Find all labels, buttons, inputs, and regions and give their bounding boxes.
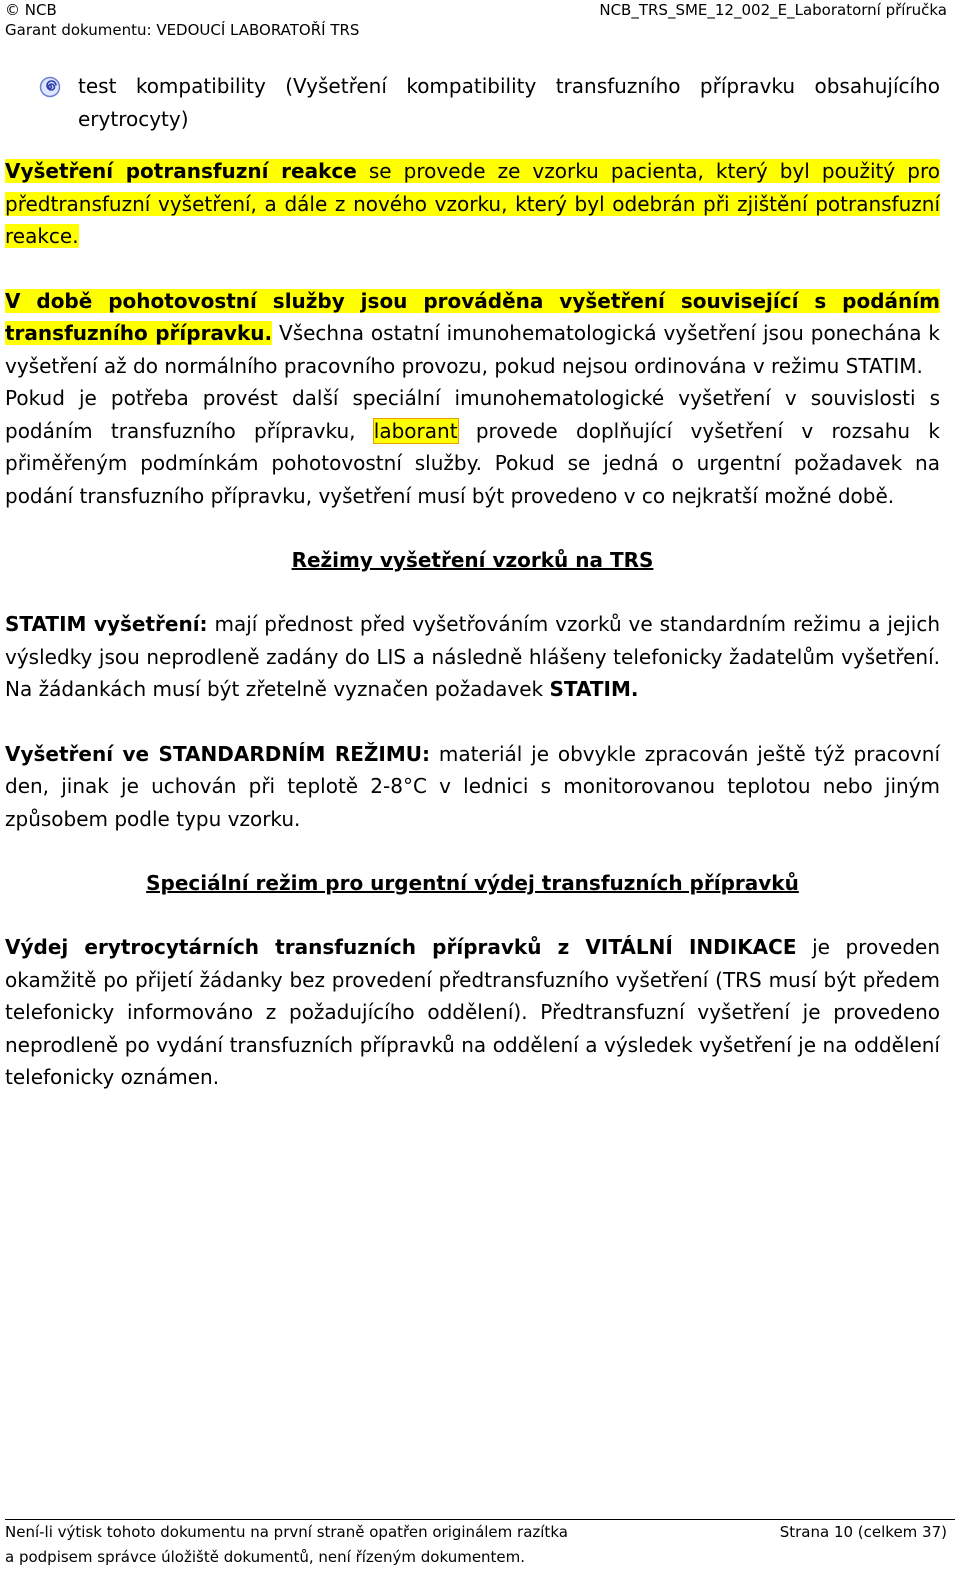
paragraph-bold-lead: Vyšetření ve STANDARDNÍM REŽIMU: [5,741,431,766]
paragraph-bold-lead: STATIM vyšetření: [5,612,208,636]
paragraph-potransfusion-reaction [5,155,940,253]
copyright-text: © NCB [5,1,57,19]
paragraph-special-tests [5,382,940,512]
paragraph-on-call-service [5,285,940,383]
paragraph-text: Pokud je potřeba provést další speciální imunohematologické vyšetření v souvislosti s podáním transfuzního přípravku, [5,386,940,443]
paragraph-text: se provede ze vzorku pacienta, který byl použitý pro předtransfuzní vyšetření, a dále z nového vzorku, který byl odebrán při zjištění potransfuzní reakce. [5,159,940,248]
document-body [5,70,940,1094]
page-footer [5,1519,955,1566]
paragraph-statim [5,608,940,706]
footer-disclaimer-line: a podpisem správce úložiště dokumentů, není řízeným dokumentem. [5,1548,526,1566]
paragraph-bold-end: STATIM. [549,677,639,701]
document-id: NCB_TRS_SME_12_002_E_Laboratorní příručka [599,1,947,19]
paragraph-text: mají přednost před vyšetřováním vzorků ve standardním režimu a jejich výsledky jsou neprodleně zadány do LIS a následně hlášeny telefonicky žadatelům vyšetření. Na žádankách musí být zřetelně vyznačen požadavek [5,612,940,701]
paragraph-bold-lead: Vyšetření potransfuzní reakce [5,159,357,183]
section-heading: Speciální režim pro urgentní výdej transfuzních přípravků [146,871,799,895]
page-number: Strana 10 (celkem 37) [779,1523,947,1541]
highlighted-word: laborant [373,418,458,443]
paragraph-vital-indication [5,931,940,1094]
paragraph-standard-mode [5,738,940,836]
section-heading: Režimy vyšetření vzorků na TRS [291,548,654,572]
page-header [5,0,955,42]
paragraph-text: Všechna ostatní imunohematologická vyšetření jsou ponechána k vyšetření až do normálního pracovního provozu, pokud nejsou ordinována v režimu STATIM. [5,321,941,378]
paragraph-text: provede doplňující vyšetření v rozsahu k přiměřeným podmínkám pohotovostní služby. Pokud se jedná o urgentní požadavek na podání transfuzního přípravku, vyšetření musí být provedeno v co nejkratší možné době. [5,418,940,508]
header-left [5,0,359,40]
list-item [5,70,940,135]
spiral-bullet-icon [39,76,61,98]
paragraph-text: materiál je obvykle zpracován ještě týž pracovní den, jinak je uchován při teplotě 2-8°C v lednici s monitorovanou teplotou nebo jiným způsobem podle typu vzorku. [5,741,940,831]
paragraph-text: je proveden okamžitě po přijetí žádanky bez provedení předtransfuzního vyšetření (TRS musí být předem telefonicky informováno z požadujícího oddělení). Předtransfuzní vyšetření je provedeno neprodleně po vydání transfuzních přípravků na oddělení a výsledek vyšetření je na oddělení telefonicky oznámen. [5,935,941,1089]
footer-disclaimer [5,1520,705,1570]
document-guarantor: Garant dokumentu: VEDOUCÍ LABORATOŘÍ TRS [5,21,360,39]
bullet-text: test kompatibility (Vyšetření kompatibility transfuzního přípravku obsahujícího erytrocyty) [78,74,940,131]
paragraph-bold-lead: Výdej erytrocytárních transfuzních přípravků z VITÁLNÍ INDIKACE [5,935,797,959]
paragraph-bold-lead: V době pohotovostní služby jsou prováděna vyšetření související s podáním transfuzního přípravku. [5,288,940,345]
footer-disclaimer-line: Není-li výtisk tohoto dokumentu na první straně opatřen originálem razítka [5,1523,568,1541]
